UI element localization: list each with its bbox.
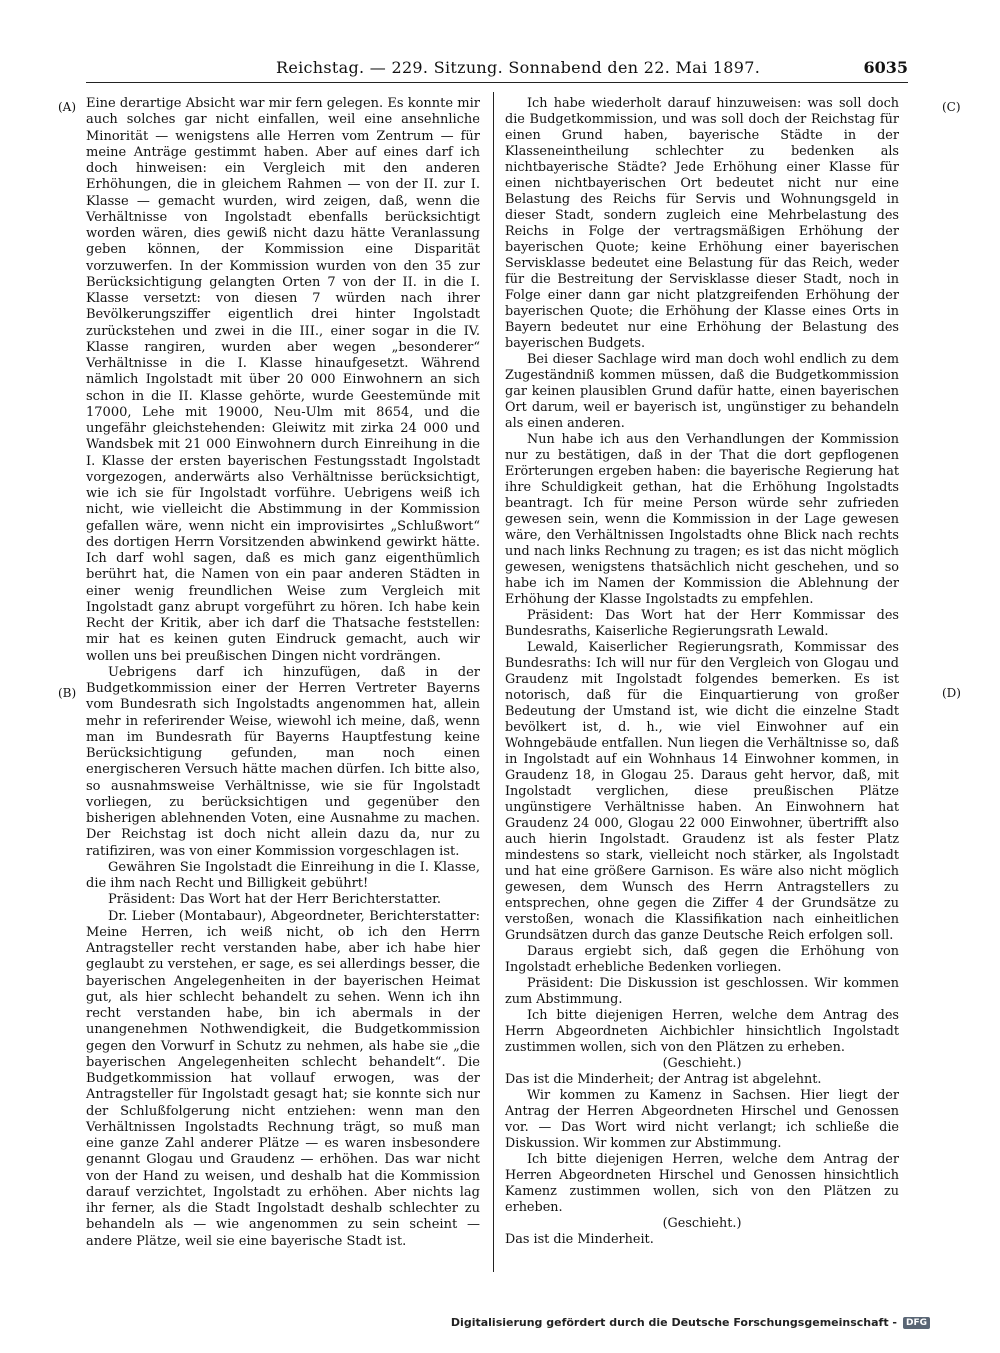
paragraph: Ich habe wiederholt darauf hinzuweisen: was soll doch die Budgetkommission, und was soll doch der Reichstag für einen Grund haben, bayerische Städte in der Klasseneintheilung schlechter zu bedenken als nichtbayerische Städte? Jede Erhöhung einer Klasse für einen nichtbayerischen Ort bedeutet nicht nur eine Belastung des Reichs für Servis und Wohnungsgeld in dieser Stadt, sondern zugleich eine Mehrbelastung des Reichs in Folge der vertragsmäßigen Erhöhung der bayerischen Quote; keine Erhöhung einer bayerischen Servisklasse bedeutet eine Belastung für das Reich, weder für die Bestreitung der Servisklasse dieser Stadt, noch in Folge einer dann gar nicht platzgreifenden Erhöhung der bayerischen Quote; die Erhöhung der Klasse eines Orts in Bayern bedeutet nur eine Erhöhung der Belastung des bayerischen Budgets. xyxy=(505,96,899,351)
margin-mark-c: (C) xyxy=(942,100,961,114)
running-title: Reichstag. — 229. Sitzung. Sonnabend den 22. Mai 1897. xyxy=(276,58,761,77)
margin-mark-a: (A) xyxy=(58,100,77,114)
paragraph: Präsident: Die Diskussion ist geschlossen. Wir kommen zum Abstimmung. xyxy=(505,976,899,1007)
paragraph: Eine derartige Absicht war mir fern gelegen. Es konnte mir auch solches gar nicht einfallen, weil eine ansehnliche Minorität — wenigstens alle Herren vom Zentrum — für meine Anträge gestimmt haben. Aber auf eines darf ich doch hinweisen: ein Vergleich mit den anderen Erhöhungen, die in gleichem Rahmen — von der II. zur I. Klasse — gemacht wurden, wird zeigen, daß, wenn die Verhältnisse von Ingolstadt ebenfalls berücksichtigt worden wären, dies gewiß nicht dazu hätte Veranlassung geben können, der Kommission eine Disparität vorzuwerfen. In der Kommission wurden von den 35 zur Berücksichtigung gelangten Orten 7 von der II. in die I. Klasse versetzt: von diesen 7 würden nach ihrer Bevölkerungsziffer eigentlich drei hinter Ingolstadt zurückstehen und zwei in die III., einer sogar in die IV. Klasse rangiren, wurden aber wegen „besonderer“ Verhältnisse in die I. Klasse hinaufgesetzt. Während nämlich Ingolstadt mit über 20 000 Einwohnern an sich schon in die II. Klasse gehörte, wurde Geestemünde mit 17000, Lehe mit 19000, Neu-Ulm mit 8654, und die ungefähr gleichstehenden: Gleiwitz mit zirka 24 000 und Wandsbek mit 21 000 Einwohnern durch Einreihung in die I. Klasse der ersten bayerischen Festungsstadt Ingolstadt vorgezogen, anderwärts also Verhältnisse berücksichtigt, wie ich sie für Ingolstadt vorführe. Uebrigens weiß ich nicht, wie vielleicht die Abstimmung in der Kommission gefallen wäre, wenn nicht ein improvisirtes „Schlußwort“ des dortigen Herrn Vorsitzenden abwinkend gewirkt hätte. Ich darf wohl sagen, daß es mich ganz eigenthümlich berührt hat, die Namen von ein paar anderen Städten in einer wenig freundlichen Weise zum Vergleich mit Ingolstadt ganz abrupt vorgeführt zu hören. Ich habe kein Recht der Kritik, aber ich darf die Thatsache feststellen: mir hat es keinen guten Eindruck gemacht, auch wir wollen uns bei preußischen Dingen nicht vordrängen. xyxy=(86,96,480,664)
paragraph: Ich bitte diejenigen Herren, welche dem Antrag der Herren Abgeordneten Hirschel und Genossen hinsichtlich Kamenz zustimmen wollen, sich von den Plätzen zu erheben. xyxy=(505,1152,899,1215)
paragraph: Präsident: Das Wort hat der Herr Berichterstatter. xyxy=(108,892,442,908)
paragraph: Das ist die Minderheit. xyxy=(505,1232,654,1247)
footer-credit xyxy=(451,1316,930,1329)
paragraph: Gewähren Sie Ingolstadt die Einreihung in die I. Klasse, die ihm nach Recht und Billigkeit gebührt! xyxy=(86,859,480,891)
paragraph: Dr. Lieber (Montabaur), Abgeordneter, Berichterstatter: Meine Herren, ich weiß nicht, ob ich den Herrn Antragsteller recht verstanden habe, aber ich habe hier geglaubt zu verstehen, er sage, es sei allerdings besser, die bayerischen Angelegenheiten in der bayerischen Heimat gut, als hier schlecht behandelt zu sehen. Wenn ich ihn recht verstanden habe, bin ich abermals in der unangenehmen Nothwendigkeit, die Budgetkommission gegen den Vorwurf in Schutz zu nehmen, als habe sie „die bayerischen Angelegenheiten schlecht behandelt“. Die Budgetkommission hat vollauf erwogen, was der Antragsteller für Ingolstadt gesagt hat; sie konnte sich nur der Schlußfolgerung nicht entziehen: wenn man den Verhältnissen Ingolstadts Rechnung trägt, so muß man eine ganze Zahl anderer Plätze — es waren insbesondere genannt Glogau und Graudenz — erhöhen. Das war nicht von der Hand zu weisen, und deshalb hat die Kommission darauf verzichtet, Ingolstadt zu erhöhen. Aber nichts lag ihr ferner, als die Stadt Ingolstadt deshalb schlechter zu behandeln als — wie angenommen zu sein scheint — andere Plätze, weil sie eine bayerische Stadt ist. xyxy=(86,908,480,1249)
paragraph: (Geschieht.) xyxy=(662,1056,742,1071)
footer-credit-text: Digitalisierung gefördert durch die Deutsche Forschungsgemeinschaft - xyxy=(450,1316,897,1329)
paragraph: (Geschieht.) xyxy=(662,1216,742,1231)
page-header xyxy=(86,58,908,80)
paragraph: Lewald, Kaiserlicher Regierungsrath, Kommissar des Bundesraths: Ich will nur für den Vergleich von Glogau und Graudenz mit Ingolstadt folgendes bemerken. Es ist notorisch, daß für die Einquartierung von großer Bedeutung der Umstand ist, wie dicht die einzelne Stadt bevölkert ist, d. h., wie viel Einwohner auf ein Wohngebäude entfallen. Nun liegen die Verhältnisse so, daß in Ingolstadt auf ein Wohnhaus 14 Einwohner kommen, in Graudenz 18, in Glogau 25. Daraus geht hervor, daß, mit Ingolstadt verglichen, diese preußischen Plätze ungünstigere Verhältnisse haben. An Einwohnern hat Graudenz 24 000, Glogau 22 000 Einwohner, übertrifft also auch hierin Ingolstadt. Graudenz ist als fester Platz mindestens so stark, vielleicht noch stärker, als Ingolstadt und hat eine größere Garnison. Es wäre also nicht möglich gewesen, dem Wunsch des Herrn Antragstellers zu entsprechen, ohne gegen die Ziffer 4 der Grundsätze zu verstoßen, wonach die Klassifikation nach einheitlichen Grundsätzen durch das ganze Deutsche Reich erfolgen soll. xyxy=(505,640,899,943)
paragraph: Daraus ergiebt sich, daß gegen die Erhöhung von Ingolstadt erhebliche Bedenken vorliegen. xyxy=(505,944,899,975)
paragraph: Das ist die Minderheit; der Antrag ist abgelehnt. xyxy=(505,1072,822,1087)
paragraph: Ich bitte diejenigen Herren, welche dem Antrag des Herrn Abgeordneten Aichbichler hinsichtlich Ingolstadt zustimmen wollen, sich von den Plätzen zu erheben. xyxy=(505,1008,899,1055)
paragraph: Bei dieser Sachlage wird man doch wohl endlich zu dem Zugeständniß kommen müssen, daß die Budgetkommission gar keinen plausiblen Grund dafür hatte, einen bayerischen Ort darum, weil er bayerisch ist, ungünstiger zu behandeln als einen anderen. xyxy=(505,352,899,431)
paragraph: Wir kommen zu Kamenz in Sachsen. Hier liegt der Antrag der Herren Abgeordneten Hirschel und Genossen vor. — Das Wort wird nicht verlangt; ich schließe die Diskussion. Wir kommen zur Abstimmung. xyxy=(505,1088,899,1151)
header-rule xyxy=(86,82,908,83)
left-column xyxy=(86,96,480,1250)
margin-mark-d: (D) xyxy=(942,686,961,700)
column-divider xyxy=(493,92,494,1272)
paragraph: Uebrigens darf ich hinzufügen, daß in der Budgetkommission einer der Herren Vertreter Bayerns vom Bundesrath sich Ingolstadts angenommen hat, allein mehr in referirender Weise, wiewohl ich meine, daß, wenn man im Bundesrath für Bayerns Hauptfestung keine Berücksichtigung gefunden, man noch einen energischeren Versuch hätte machen dürfen. Ich bitte also, so ausnahmsweise Verhältnisse, wie sie für Ingolstadt vorliegen, zu berücksichtigen und gegenüber den bisherigen ablehnenden Voten, eine Ausnahme zu machen. Der Reichstag ist doch nicht allein dazu da, nur zu ratifiziren, was von einer Kommission vorgeschlagen ist. xyxy=(86,664,480,859)
dfg-logo: DFG xyxy=(903,1317,930,1329)
page-number: 6035 xyxy=(863,58,908,77)
margin-mark-b: (B) xyxy=(58,686,77,700)
paragraph: Nun habe ich aus den Verhandlungen der Kommission nur zu bestätigen, daß in der That die dort gepflogenen Erörterungen ergeben haben: die bayerische Regierung hat ihre Schuldigkeit gethan, hat die Erhöhung Ingolstadts beantragt. Ich für meine Person würde sehr zufrieden gewesen sein, wenn die Kommission in der Lage gewesen wäre, den Verhältnissen Ingolstadts ohne Blick nach rechts und nach links Rechnung zu tragen; es ist das nicht möglich gewesen, wenigstens thatsächlich nicht geschehen, und so habe ich im Namen der Kommission die Ablehnung der Erhöhung der Klasse Ingolstadts zu empfehlen. xyxy=(505,432,899,607)
paragraph: Präsident: Das Wort hat der Herr Kommissar des Bundesraths, Kaiserliche Regierungsrath Lewald. xyxy=(505,608,899,639)
right-column xyxy=(505,96,899,1248)
